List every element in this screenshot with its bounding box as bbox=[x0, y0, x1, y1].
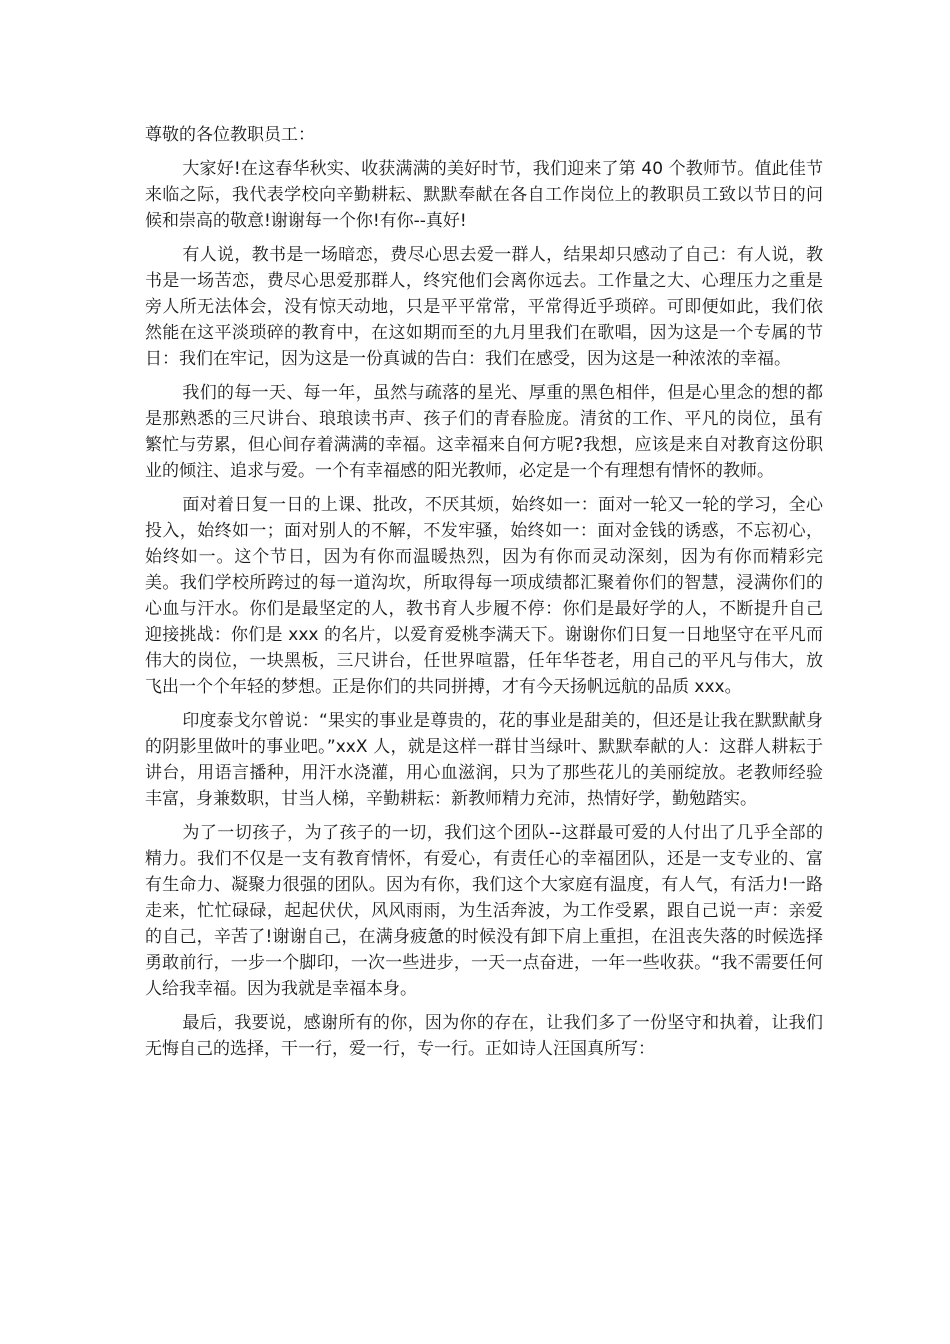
letter-body bbox=[145, 122, 823, 1070]
paragraph-greeting: 大家好!在这春华秋实、收获满满的美好时节，我们迎来了第 40 个教师节。值此佳节来临之际，我代表学校向辛勤耕耘、默默奉献在各自工作岗位上的教职员工致以节日的问候和崇高的敬意!谢谢每一个你!有你--真好! bbox=[145, 159, 823, 231]
paragraph-tagore-quote: 印度泰戈尔曾说：“果实的事业是尊贵的，花的事业是甜美的，但还是让我在默默献身的阴影里做叶的事业吧。”xxX 人，就是这样一群甘当绿叶、默默奉献的人：这群人耕耘于讲台，用语言播种，用汗水浇灌，用心血滋润，只为了那些花儿的美丽绽放。老教师经验丰富，身兼数职，甘当人梯，辛勤耕耘：新教师精力充沛，热情好学，勤勉踏实。 bbox=[145, 711, 823, 809]
salutation: 尊敬的各位教职员工： bbox=[145, 125, 315, 145]
paragraph-team: 为了一切孩子，为了孩子的一切，我们这个团队--这群最可爱的人付出了几乎全部的精力。我们不仅是一支有教育情怀，有爱心，有责任心的幸福团队，还是一支专业的、富有生命力、凝聚力很强的团队。因为有你，我们这个大家庭有温度，有人气，有活力!一路走来，忙忙碌碌，起起伏伏，风风雨雨，为生活奔波，为工作受累，跟自己说一声：亲爱的自己，辛苦了!谢谢自己，在满身疲惫的时候没有卸下肩上重担，在沮丧失落的时候选择勇敢前行，一步一个脚印，一次一些进步，一天一点奋进，一年一些收获。“我不需要任何人给我幸福。因为我就是幸福本身。 bbox=[145, 823, 823, 999]
paragraph-persistence: 面对着日复一日的上课、批改，不厌其烦，始终如一：面对一轮又一轮的学习，全心投入，始终如一；面对别人的不解，不发牢骚，始终如一：面对金钱的诱惑，不忘初心，始终如一。这个节日，因为有你而温暖热烈，因为有你而灵动深刻，因为有你而精彩完美。我们学校所跨过的每一道沟坎，所取得每一项成绩都汇聚着你们的智慧，浸满你们的心血与汗水。你们是最坚定的人，教书育人步履不停：你们是最好学的人，不断提升自己迎接挑战：你们是 xxx 的名片，以爱育爱桃李满天下。谢谢你们日复一日地坚守在平凡而伟大的岗位，一块黑板，三尺讲台，任世界喧嚣，任年华苍老，用自己的平凡与伟大，放飞出一个个年轻的梦想。正是你们的共同拼搏，才有今天扬帆远航的品质 xxx。 bbox=[145, 495, 823, 697]
paragraph-teaching-love: 有人说，教书是一场暗恋，费尽心思去爱一群人，结果却只感动了自己：有人说，教书是一场苦恋，费尽心思爱那群人，终究他们会离你远去。工作量之大、心理压力之重是旁人所无法体会，没有惊天动地，只是平平常常，平常得近乎琐碎。可即便如此，我们依然能在这平淡琐碎的教育中，在这如期而至的九月里我们在歌唱，因为这是一个专属的节日：我们在牢记，因为这是一份真诚的告白：我们在感受，因为这是一种浓浓的幸福。 bbox=[145, 245, 823, 369]
paragraph-daily-life: 我们的每一天、每一年，虽然与疏落的星光、厚重的黑色相伴，但是心里念的想的都是那熟悉的三尺讲台、琅琅读书声、孩子们的青春脸庞。清贫的工作、平凡的岗位，虽有繁忙与劳累，但心间存着满满的幸福。这幸福来自何方呢?我想，应该是来自对教育这份职业的倾注、追求与爱。一个有幸福感的阳光教师，必定是一个有理想有情怀的教师。 bbox=[145, 383, 823, 481]
paragraph-closing: 最后，我要说，感谢所有的你，因为你的存在，让我们多了一份坚守和执着，让我们无悔自己的选择，干一行，爱一行，专一行。正如诗人汪国真所写： bbox=[145, 1013, 823, 1059]
